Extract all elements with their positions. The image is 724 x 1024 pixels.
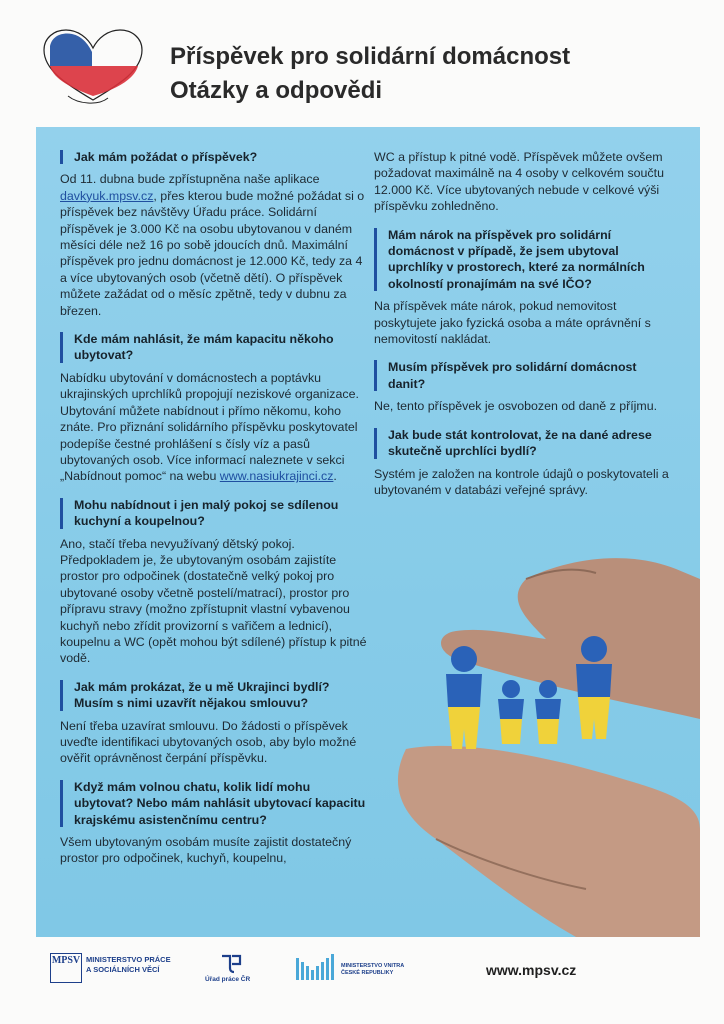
faq-answer-5-continued: WC a přístup k pitné vodě. Příspěvek můžete ovšem požadovat maximálně na 4 osoby v celkovém součtu 12.000 Kč. Více ubytovaných nebude v celkové výši příspěvku zohledněno. bbox=[374, 150, 664, 214]
urad-prace-logo-icon bbox=[220, 954, 242, 974]
faq-question-4: Jak mám prokázat, že u mě Ukrajinci bydlí? Musím s nimi uzavřít nějakou smlouvu? bbox=[60, 679, 372, 712]
hands-holding-family-illustration bbox=[376, 539, 700, 937]
mpsv-logo-icon: MPSV bbox=[50, 953, 82, 983]
mpsv-name: MINISTERSTVO PRÁCE A SOCIÁLNÍCH VĚCÍ bbox=[86, 955, 171, 974]
faq-question-3: Mohu nabídnout i jen malý pokoj se sdílenou kuchyní a koupelnou? bbox=[60, 497, 372, 530]
faq-answer-2 bbox=[60, 370, 372, 485]
faq-question-8: Jak bude stát kontrolovat, že na dané adrese skutečně uprchlíci bydlí? bbox=[374, 427, 674, 460]
faq-question-5: Když mám volnou chatu, kolik lidí mohu ubytovat? Nebo mám nahlásit ubytovací kapacitu krajskému asistenčnímu centru? bbox=[60, 779, 372, 828]
faq-answer-7: Ne, tento příspěvek je osvobozen od daně z příjmu. bbox=[374, 399, 658, 414]
davkyuk-link[interactable]: davkyuk.mpsv.cz bbox=[60, 188, 154, 203]
faq-answer-8: Systém je založen na kontrole údajů o poskytovateli a ubytovaném v databázi veřejné správy. bbox=[374, 466, 669, 497]
title-line-1: Příspěvek pro solidární domácnost bbox=[170, 43, 571, 70]
answer-text: Od 11. dubna bude zpřístupněna naše aplikace bbox=[60, 172, 320, 187]
answer-text: Nabídku ubytování v domácnostech a poptávku ukrajinských uprchlíků propojují neziskové organizace. Ubytování můžete nabídnout i přímo někomu, koho znáte. Pro přiznání solidárního příspěvku poskytovatel podepíše čestné prohlášení s čísly víz a pasů ubytovaných osob. Více informací naleznete v sekci „Nabídnout pomoc“ na webu bbox=[60, 370, 359, 484]
title-line-2: Otázky a odpovědi bbox=[170, 77, 383, 104]
faq-answer-3: Ano, stačí třeba nevyužívaný dětský pokoj. Předpokladem je, že ubytovaným osobám zajistíte prostor pro odpočinek (dostatečně velký pokoj pro ubytované osoby včetně postelí/matrací), prostor pro přípravu stravy (možno zpřístupnit vlastní vybavenou kuchyň nebo zřídit provizorní s vařičem a lednicí), koupelnu a WC (opět mohou být sdílené) přístup k pitné vodě. bbox=[60, 536, 367, 666]
faq-column-left bbox=[60, 149, 372, 879]
answer-text: , přes kterou bude možné požádat si o příspěvek bez návštěvy Úřadu práce. Solidární příspěvek je 3.000 Kč na osobu ubytovanou v daném měsíci déle než 16 po sobě jdoucích dnů. Maximální příspěvek pro jednu domácnost je 12.000 Kč, tedy za 4 a více ubytovaných osob (včetně dětí). O příspěvek můžete zažádat od o měsíc zpětně, tedy v dubnu za březen. bbox=[60, 188, 365, 318]
footer bbox=[0, 945, 724, 1024]
urad-prace-name: Úřad práce ČR bbox=[205, 976, 251, 983]
faq-answer-5: Všem ubytovaným osobám musíte zajistit dostatečný prostor pro odpočinek, kuchyň, koupelnu, bbox=[60, 835, 352, 866]
ministerstvo-vnitra-name: MINISTERSTVO VNITRA ČESKÉ REPUBLIKY bbox=[341, 963, 405, 976]
faq-answer-4: Není třeba uzavírat smlouvu. Do žádosti o příspěvek uveďte identifikaci ubytovaných osob, aby bylo možné ověřit oprávněnost čerpání příspěvku. bbox=[60, 718, 357, 766]
faq-question-2: Kde mám nahlásit, že mám kapacitu někoho ubytovat? bbox=[60, 331, 372, 364]
ministerstvo-vnitra-logo-icon bbox=[296, 954, 334, 980]
faq-question-6: Mám nárok na příspěvek pro solidární domácnost v případě, že jsem ubytoval uprchlíky v prostorech, které za normálních okolností pronajímám na své IČO? bbox=[374, 227, 674, 293]
heart-flag-logo-icon bbox=[38, 26, 148, 108]
faq-question-7: Musím příspěvek pro solidární domácnost danit? bbox=[374, 359, 674, 392]
faq-answer-1 bbox=[60, 171, 372, 319]
faq-panel bbox=[36, 127, 700, 937]
page-title bbox=[170, 40, 570, 108]
answer-text: . bbox=[333, 469, 337, 484]
faq-question-1: Jak mám požádat o příspěvek? bbox=[60, 149, 372, 165]
nasiukrajinci-link[interactable]: www.nasiukrajinci.cz bbox=[219, 469, 334, 484]
faq-answer-6: Na příspěvek máte nárok, pokud nemovitost poskytujete jako fyzická osoba a máte oprávnění s nemovitostí nakládat. bbox=[374, 299, 651, 347]
website-link[interactable]: www.mpsv.cz bbox=[486, 962, 577, 978]
faq-column-right bbox=[374, 149, 674, 510]
